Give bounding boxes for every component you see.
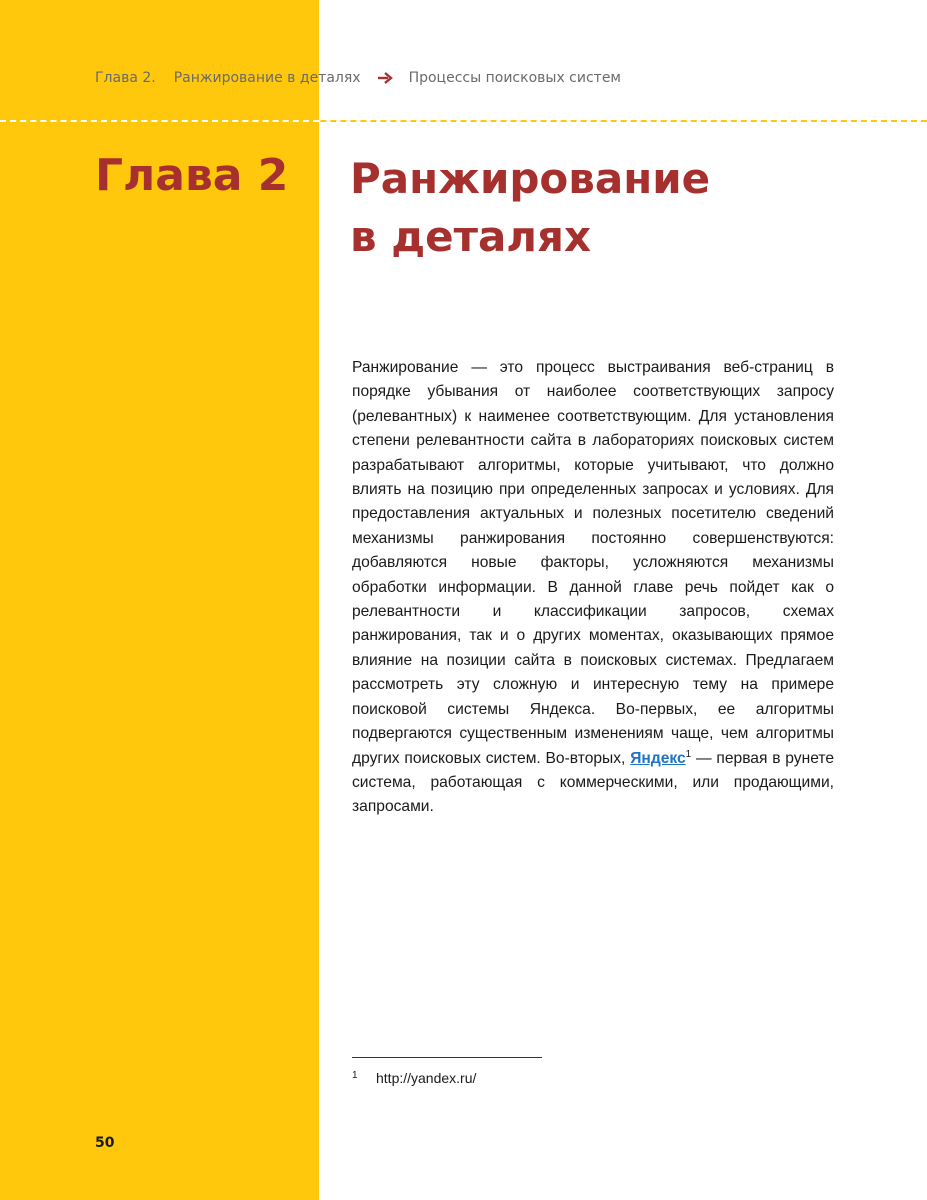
arrow-right-icon [377, 71, 393, 85]
footnote-reference[interactable]: 1 [685, 748, 692, 760]
page-number: 50 [95, 1135, 115, 1151]
body-text-end: — первая в рунете система, работающая с коммерческими, или продающими, запросами. [352, 749, 834, 816]
footnote-url[interactable]: http://yandex.ru/ [376, 1070, 477, 1086]
footnote [352, 1070, 476, 1086]
breadcrumb [95, 68, 621, 88]
chapter-title-line2: в деталях [350, 212, 592, 261]
dashed-divider-left [0, 120, 319, 122]
breadcrumb-chapter: Глава 2. [95, 70, 156, 86]
breadcrumb-chapter-title: Ранжирование в деталях [173, 70, 361, 86]
chapter-title [350, 150, 870, 266]
chapter-number: Глава 2 [95, 150, 289, 201]
body-paragraph [352, 356, 834, 820]
footnote-number: 1 [352, 1070, 358, 1081]
chapter-title-line1: Ранжирование [350, 154, 711, 203]
yandex-link[interactable]: Яндекс [630, 749, 686, 767]
breadcrumb-section: Процессы поисковых систем [408, 70, 621, 86]
footnote-divider [352, 1057, 542, 1058]
body-text-start: Ранжирование — это процесс выстраивания веб-страниц в порядке убывания от наиболее соответствующих запросу (релевантных) к наименее соответствующим. Для установления степени релевантности сайта в лабораториях поисковых систем разрабатывают алгоритмы, которые учитывают, что должно влиять на позицию при определенных запросах и условиях. Для предоставления актуальных и полезных посетителю сведений механизмы ранжирования постоянно совершенствуются: добавляются новые факторы, усложняются механизмы обработки информации. В данной главе речь пойдет как о релевантности и классификации запросов, схемах ранжирования, так и о других моментах, оказывающих прямое влияние на позиции сайта в поисковых системах. Предлагаем рассмотреть эту сложную и интересную тему на примере поисковой системы Яндекса. Во-первых, ее алгоритмы подвергаются существенным изменениям чаще, чем алгоритмы других поисковых систем. Во-вторых, [352, 359, 834, 767]
